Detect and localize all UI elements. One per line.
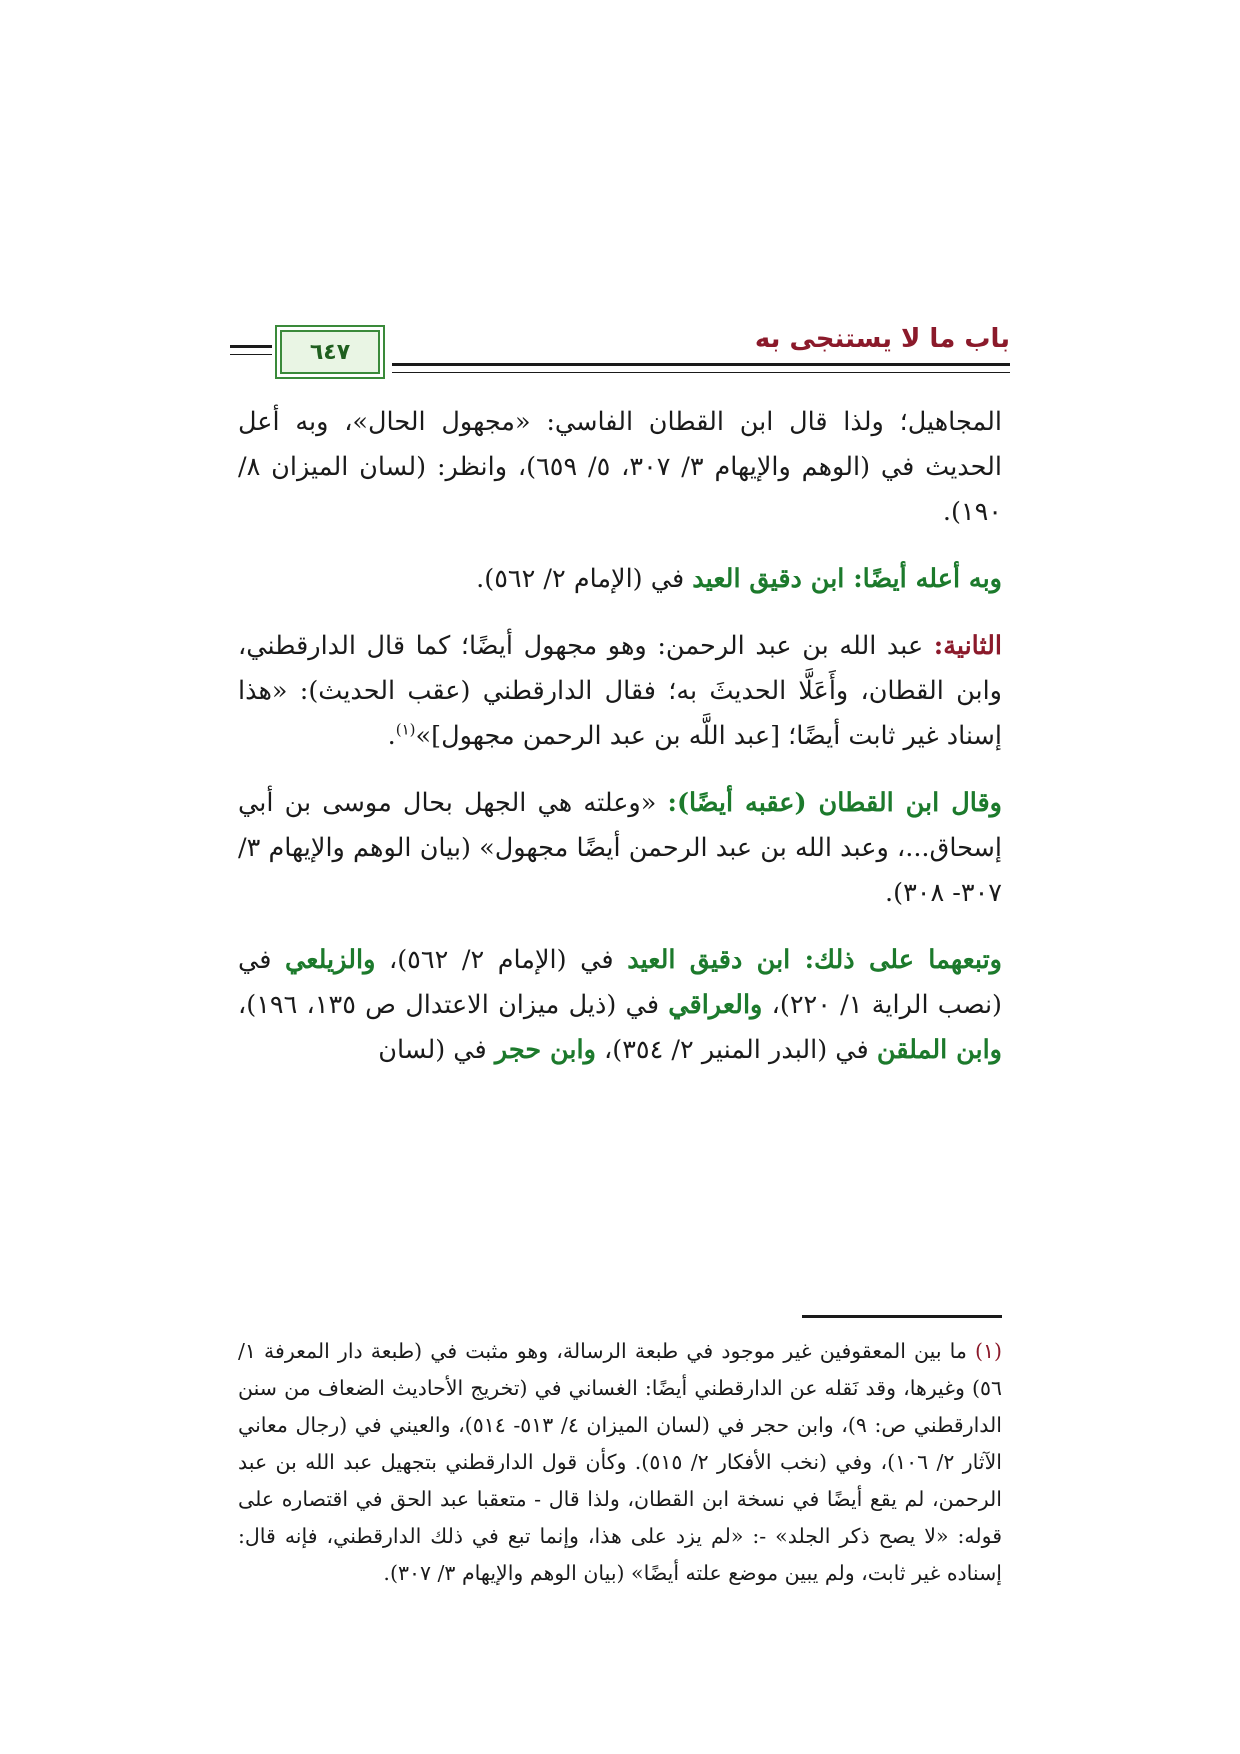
paragraph-1: المجاهيل؛ ولذا قال ابن القطان الفاسي: «مجهول الحال»، وبه أعل الحديث في (الوهم والإيهام ٣/ ٣٠٧، ٥/ ٦٥٩)، وانظر: (لسان الميزان ٨/ ١٩٠). <box>238 407 1003 527</box>
paragraph-3-label: الثانية: <box>933 631 1002 661</box>
chapter-title: باب ما لا يستنجى به <box>754 324 1010 354</box>
footnote-text: ما بين المعقوفين غير موجود في طبعة الرسالة، وهو مثبت في (طبعة دار المعرفة ١/ ٥٦) وغيرها، وقد نَقله عن الدارقطني أيضًا: الغساني في (تخريج الأحاديث الضعاف من سنن الدارقطني ص: ٩)، وابن حجر في (لسان الميزان ٤/ ٥١٣- ٥١٤)، والعيني في (رجال معاني الآثار ٢/ ١٠٦)، وفي (نخب الأفكار ٢/ ٥١٥). وكأن قول الدارقطني بتجهيل عبد الله بن عبد الرحمن، لم يقع أيضًا في نسخة ابن القطان، ولذا قال - متعقبا عبد الحق في اقتصاره على قوله: «لا يصح ذكر الجلد» -: «لم يزد على هذا، وإنما تبع في ذلك الدارقطني، فإنه قال: إسناده غير ثابت، ولم يبين موضع علته أيضًا» (بيان الوهم والإيهام ٣/ ٣٠٧). <box>238 1339 1002 1585</box>
header-rule-left <box>230 345 272 348</box>
page-number-badge: ٦٤٧ <box>280 330 380 374</box>
scholar-name-zaylai: والزيلعي <box>285 945 376 975</box>
paragraph-4-label: وقال ابن القطان (عقبه أيضًا): <box>667 788 1002 818</box>
paragraph-3-end: . <box>387 721 396 751</box>
header-rule-right-thin <box>392 372 1010 373</box>
paragraph-5-text-1: في (الإمام ٢/ ٥٦٢)، <box>375 945 628 975</box>
paragraph-5-text-3: في (ذيل ميزان الاعتدال ص ١٣٥، ١٩٦)، <box>238 990 669 1020</box>
scholar-name-ibn-mulaqqin: وابن الملقن <box>876 1035 1002 1065</box>
paragraph-5-text-5: في (لسان <box>378 1035 495 1065</box>
paragraph-2-text: في (الإمام ٢/ ٥٦٢). <box>476 564 693 594</box>
paragraph-5-label: وتبعهما على ذلك: ابن دقيق العيد <box>627 945 1002 975</box>
footnote-separator <box>802 1315 1002 1318</box>
header-rule-left-thin <box>230 354 272 355</box>
paragraph-3 <box>238 624 1002 759</box>
page-header <box>230 318 1010 388</box>
paragraph-5 <box>238 938 1002 1073</box>
paragraph-4-text: «وعلته هي الجهل بحال موسى بن أبي إسحاق...، وعبد الله بن عبد الرحمن أيضًا مجهول» (بيان الوهم والإيهام ٣/ ٣٠٧- ٣٠٨). <box>238 788 1002 908</box>
footnote-1 <box>238 1333 1002 1592</box>
footnote-number: (١) <box>974 1339 1002 1363</box>
paragraph-2 <box>238 557 1002 602</box>
scholar-name-ibn-hajar: وابن حجر <box>494 1035 596 1065</box>
scholar-name-iraqi: والعراقي <box>668 990 763 1020</box>
paragraph-2-label: وبه أعله أيضًا: ابن دقيق العيد <box>692 564 1002 594</box>
paragraph-5-text-2: في (نصب الراية ١/ ٢٢٠)، <box>238 945 1003 1020</box>
paragraph-3-text: عبد الله بن عبد الرحمن: وهو مجهول أيضًا؛ كما قال الدارقطني، وابن القطان، وأَعَلَّا الحديثَ به؛ فقال الدارقطني (عقب الحديث): «هذا إسناد غير ثابت أيضًا؛ [عبد اللَّه بن عبد الرحمن مجهول]» <box>238 631 1002 751</box>
paragraph-5-text-4: في (البدر المنير ٢/ ٣٥٤)، <box>595 1035 877 1065</box>
header-rule-right <box>392 363 1010 366</box>
main-text <box>238 400 1002 1095</box>
paragraph-4 <box>238 781 1002 916</box>
footnote-reference[interactable]: (١) <box>395 720 416 739</box>
footnote <box>238 1333 1002 1592</box>
